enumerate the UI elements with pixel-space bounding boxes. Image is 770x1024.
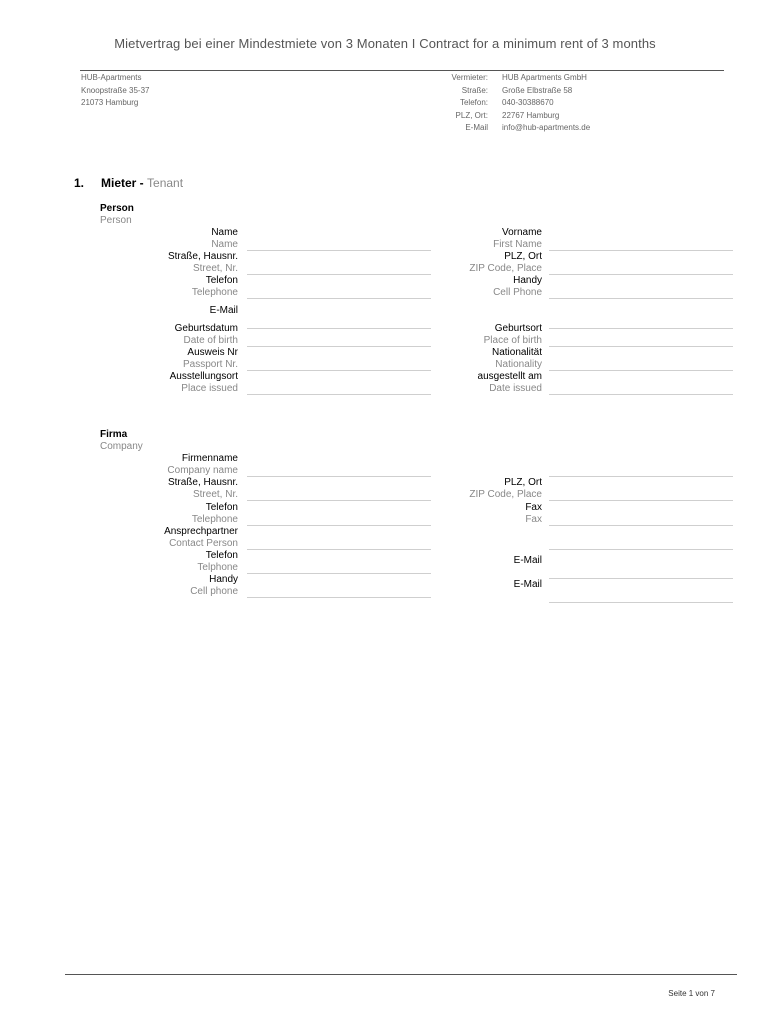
field-label: [48, 477, 238, 500]
field-label: [352, 477, 542, 500]
field-label: [352, 275, 542, 298]
input-line[interactable]: [247, 298, 431, 299]
field-label-en: ZIP Code, Place: [469, 488, 542, 500]
landlord-value: Große Elbstraße 58: [502, 85, 573, 95]
field-label: [48, 323, 238, 346]
field-label-de: Name: [211, 227, 238, 238]
input-line[interactable]: [549, 549, 733, 550]
field-label-en: Contact Person: [169, 537, 238, 549]
landlord-value: info@hub-apartments.de: [502, 123, 591, 132]
field-label: [352, 251, 542, 274]
landlord-labels: [420, 72, 488, 135]
field-label-de: Ansprechpartner: [164, 526, 238, 537]
field-label-de: ausgestellt am: [477, 371, 542, 382]
input-line[interactable]: [549, 328, 733, 329]
field-label-en: Telephone: [191, 286, 238, 298]
field-label-en: Date of birth: [183, 334, 238, 346]
field-label: [48, 251, 238, 274]
section-title-en: Tenant: [147, 176, 184, 190]
field-label: [352, 347, 542, 370]
input-line[interactable]: [549, 274, 733, 275]
field-label-en: Telphone: [197, 561, 238, 573]
field-label-en: First Name: [493, 238, 542, 250]
field-label-en: Place of birth: [483, 334, 542, 346]
field-label-de: Telefon: [205, 275, 238, 286]
input-line[interactable]: [549, 602, 733, 603]
field-label: [352, 227, 542, 250]
landlord-label: Telefon:: [459, 98, 488, 107]
page-number: Seite 1 von 7: [668, 989, 715, 998]
sender-address: [81, 72, 150, 110]
field-label-en: Name: [211, 238, 238, 250]
field-label: [352, 555, 542, 567]
field-label-en: Telephone: [191, 513, 238, 525]
field-label-de: Fax: [525, 502, 542, 513]
field-label: [48, 275, 238, 298]
field-label-en: ZIP Code, Place: [469, 262, 542, 274]
field-label: [48, 574, 238, 597]
address-line: Knoopstraße 35-37: [81, 85, 150, 95]
field-label-en: Street, Nr.: [192, 488, 238, 500]
input-line[interactable]: [549, 346, 733, 347]
field-label-de: E-Mail: [513, 579, 542, 590]
person-heading-en: Person: [100, 215, 132, 226]
field-label: [48, 550, 238, 573]
document-title: Mietvertrag bei einer Mindestmiete von 3 Monaten I Contract for a minimum rent of 3 months: [114, 36, 656, 51]
address-line: 21073 Hamburg: [81, 98, 139, 107]
field-label-en: Street, Nr.: [192, 262, 238, 274]
field-label-de: Handy: [209, 574, 238, 585]
field-label: [48, 347, 238, 370]
field-label: [48, 526, 238, 549]
company-heading: Firma: [100, 429, 128, 440]
field-label-en: Fax: [525, 513, 542, 525]
field-label-en: Company name: [167, 464, 238, 476]
input-line[interactable]: [247, 525, 431, 526]
input-line[interactable]: [247, 394, 431, 395]
field-label-de: Telefon: [205, 550, 238, 561]
input-line[interactable]: [247, 500, 431, 501]
footer-divider: [65, 974, 737, 975]
person-heading: Person: [100, 203, 134, 214]
field-label-de: Ausstellungsort: [169, 371, 238, 382]
field-label: [48, 371, 238, 394]
field-label: [48, 227, 238, 250]
field-label: [48, 502, 238, 525]
landlord-label: Straße:: [461, 85, 488, 95]
field-label-de: PLZ, Ort: [504, 251, 542, 262]
input-line[interactable]: [247, 573, 431, 574]
field-label-en: Cell Phone: [493, 286, 542, 298]
landlord-label: PLZ, Ort:: [455, 110, 488, 120]
input-line[interactable]: [549, 250, 733, 251]
landlord-label: Vermieter:: [451, 73, 488, 82]
field-label: [352, 579, 542, 591]
header-divider: [80, 70, 724, 71]
field-label-de: Geburtsort: [494, 323, 542, 334]
landlord-value: 040-30388670: [502, 98, 554, 107]
field-label-en: Cell phone: [190, 585, 238, 597]
input-line[interactable]: [247, 597, 431, 598]
section-number: 1.: [74, 176, 85, 190]
field-label-de: E-Mail: [209, 305, 238, 316]
field-label: [352, 323, 542, 346]
field-label: [48, 305, 238, 317]
field-label-de: E-Mail: [513, 555, 542, 566]
field-label: [48, 453, 238, 476]
field-label-de: PLZ, Ort: [504, 477, 542, 488]
landlord-value: 22767 Hamburg: [502, 110, 560, 120]
field-label-de: Firmenname: [181, 453, 238, 464]
field-label-en: Place issued: [181, 382, 238, 394]
field-label-en: Passport Nr.: [182, 358, 238, 370]
field-label-de: Nationalität: [491, 347, 542, 358]
field-label-de: Handy: [513, 275, 542, 286]
input-line[interactable]: [549, 525, 733, 526]
field-label-en: Nationality: [495, 358, 542, 370]
address-line: HUB-Apartments: [81, 73, 142, 82]
field-label-de: Telefon: [205, 502, 238, 513]
field-label-de: Ausweis Nr: [187, 347, 238, 358]
field-label-de: Straße, Hausnr.: [167, 477, 238, 488]
input-line[interactable]: [549, 578, 733, 579]
input-line[interactable]: [549, 476, 733, 477]
input-line[interactable]: [549, 500, 733, 501]
landlord-values: [502, 72, 590, 135]
input-line[interactable]: [549, 370, 733, 371]
company-heading-en: Company: [100, 441, 143, 452]
landlord-value: HUB Apartments GmbH: [502, 73, 587, 82]
field-label-en: Date issued: [489, 382, 542, 394]
field-label: [352, 371, 542, 394]
field-label-de: Straße, Hausnr.: [167, 251, 238, 262]
input-line[interactable]: [247, 549, 431, 550]
input-line[interactable]: [549, 394, 733, 395]
field-label-de: Vorname: [501, 227, 542, 238]
field-label: [352, 502, 542, 525]
field-label-de: Geburtsdatum: [174, 323, 238, 334]
section-title-de: Mieter -: [101, 176, 144, 190]
landlord-label: E-Mail: [465, 123, 488, 132]
input-line[interactable]: [549, 298, 733, 299]
section-heading: [74, 176, 183, 190]
